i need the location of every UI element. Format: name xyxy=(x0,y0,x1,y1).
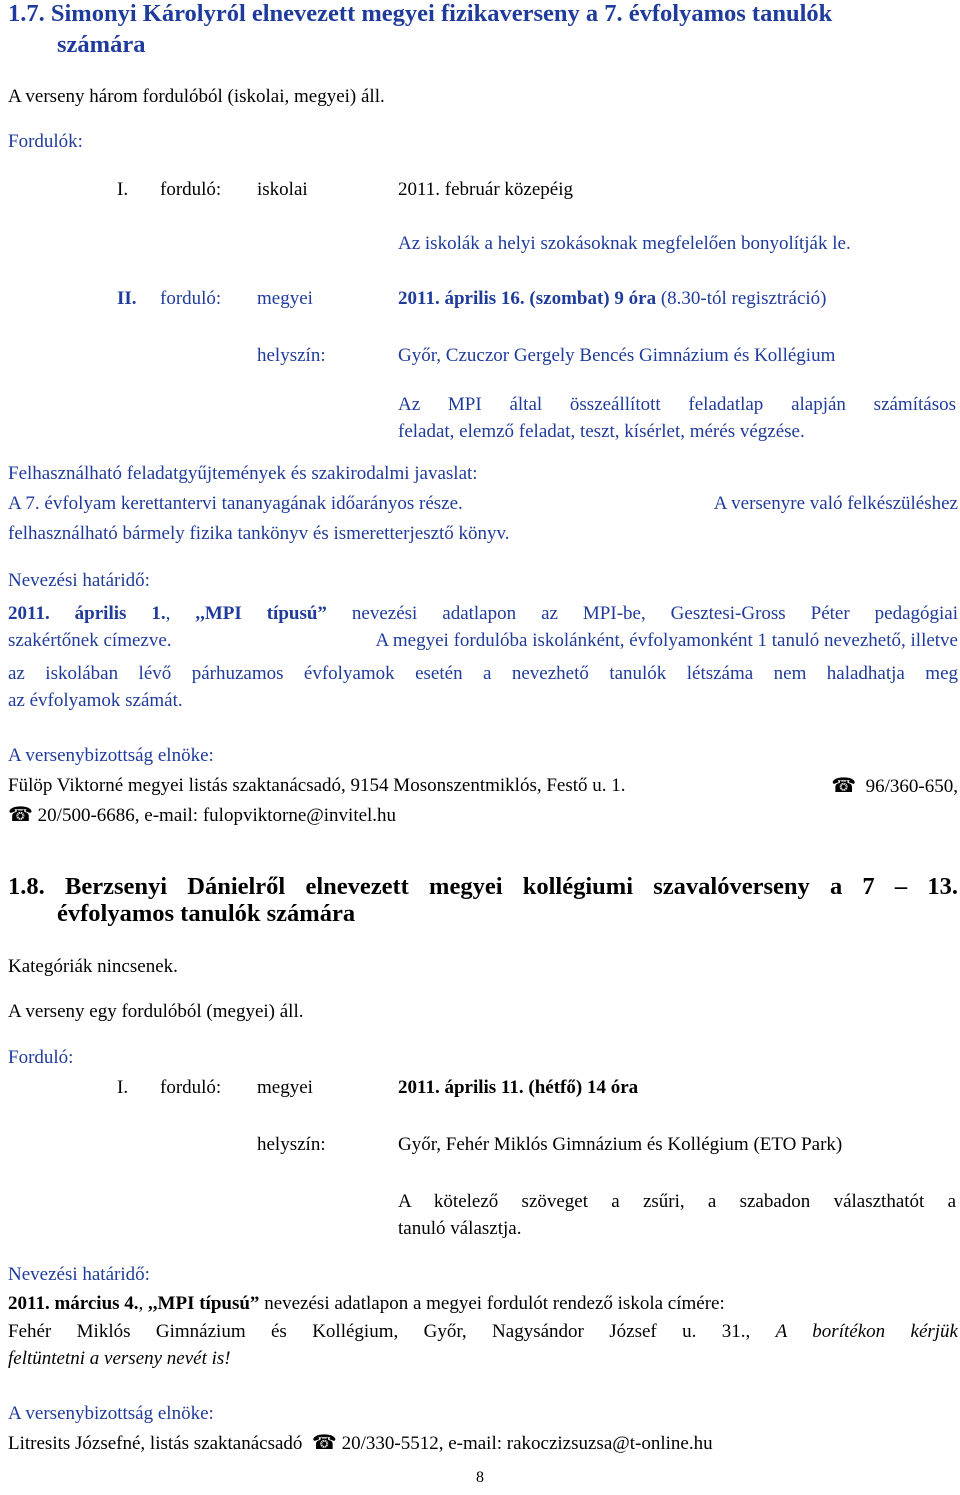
sec18-chair-line1 xyxy=(8,1431,713,1456)
sec18-task-line2: tanuló választja. xyxy=(398,1218,522,1239)
sec17-r2-date xyxy=(398,287,826,311)
sec17-literature-line1b: A versenyre való felkészüléshez xyxy=(713,493,958,514)
section-1-8-heading-line1: 1.8. Berzsenyi Dánielről elnevezett megyei kollégiumi szavalóverseny a 7 – 13. xyxy=(8,873,958,900)
sec17-chair-line2 xyxy=(8,803,396,828)
sec17-r2-num: II. xyxy=(117,288,137,309)
sec18-deadline-rest: nevezési adatlapon a megyei fordulót rendező iskola címére: xyxy=(259,1293,725,1314)
sec17-task-line2: feladat, elemző feladat, teszt, kísérlet, mérés végzése. xyxy=(398,421,805,442)
sec17-r1-word: forduló: xyxy=(160,179,222,200)
sec17-chair-phone2: 20/500-6686, e-mail: fulopviktorne@invitel.hu xyxy=(37,805,397,826)
sec17-deadline-line4: az évfolyamok számát. xyxy=(8,690,183,711)
sec17-r2-date-rest: (8.30-tól regisztráció) xyxy=(656,288,827,309)
sec17-deadline-label: Nevezési határidő: xyxy=(8,570,150,591)
sec17-literature-label: Felhasználható feladatgyűjtemények és szakirodalmi javaslat: xyxy=(8,463,478,484)
sec18-deadline-line2 xyxy=(8,1317,958,1347)
sec17-deadline-date: 2011. április 1. xyxy=(8,603,166,624)
section-1-8-heading-line2: évfolyamos tanulók számára xyxy=(57,900,356,927)
sec18-r1-type: megyei xyxy=(257,1077,313,1098)
sec18-intro: A verseny egy fordulóból (megyei) áll. xyxy=(8,1001,304,1022)
sec18-r1-word: forduló: xyxy=(160,1077,222,1098)
sec17-chair-label: A versenybizottság elnöke: xyxy=(8,745,214,766)
sec17-deadline-comma: , xyxy=(165,603,196,624)
phone-icon: ☎ xyxy=(8,804,33,826)
sec17-chair-line1 xyxy=(8,774,958,798)
sec17-rounds-label: Fordulók: xyxy=(8,131,83,152)
sec18-deadline-note1: A borítékon kérjük xyxy=(775,1321,958,1342)
sec17-r2-type: megyei xyxy=(257,288,313,309)
sec17-chair-name: Fülöp Viktorné megyei listás szaktanácsadó, 9154 Mosonszentmiklós, Festő u. 1. xyxy=(8,775,626,796)
sec17-deadline-mpi: ,,MPI típusú” xyxy=(195,603,327,624)
sec17-deadline-line3: az iskolában lévő párhuzamos évfolyamok esetén a nevezhető tanulók létszáma nem haladhatja meg xyxy=(8,663,958,684)
sec18-deadline-label: Nevezési határidő: xyxy=(8,1264,150,1285)
phone-icon: ☎ xyxy=(311,1432,337,1454)
sec18-categories: Kategóriák nincsenek. xyxy=(8,956,178,977)
sec17-deadline-line2b: A megyei fordulóba iskolánként, évfolyamonként 1 tanuló nevezhető, illetve xyxy=(375,630,958,651)
sec17-deadline-rest: nevezési adatlapon az MPI-be, Gesztesi-Gross Péter pedagógiai xyxy=(326,603,959,624)
sec17-r2-word: forduló: xyxy=(160,288,222,309)
sec18-r1-num: I. xyxy=(117,1077,129,1098)
sec17-literature-line1a: A 7. évfolyam kerettantervi tananyagának időarányos része. xyxy=(8,493,463,514)
sec17-chair-phone1: 96/360-650, xyxy=(865,776,958,797)
sec17-literature-line2: felhasználható bármely fizika tankönyv és ismeretterjesztő könyv. xyxy=(8,523,510,544)
sec17-r1-note: Az iskolák a helyi szokásoknak megfelelően bonyolítják le. xyxy=(398,233,851,254)
sec17-deadline-line2 xyxy=(8,629,958,653)
sec17-venue-label: helyszín: xyxy=(257,345,326,366)
sec18-deadline-address: Fehér Miklós Gimnázium és Kollégium, Győr, Nagysándor József u. 31., xyxy=(8,1321,776,1342)
sec17-r1-type: iskolai xyxy=(257,179,308,200)
sec17-r1-num: I. xyxy=(117,179,129,200)
sec17-intro: A verseny három fordulóból (iskolai, megyei) áll. xyxy=(8,86,385,107)
sec18-chair-name: Litresits Józsefné, listás szaktanácsadó xyxy=(8,1433,303,1454)
section-1-7-heading-line1: 1.7. Simonyi Károlyról elnevezett megyei fizikaverseny a 7. évfolyamos tanulók xyxy=(8,0,833,27)
sec18-deadline-note2: feltüntetni a verseny nevét is! xyxy=(8,1348,231,1369)
sec18-chair-label: A versenybizottság elnöke: xyxy=(8,1403,214,1424)
sec17-r2-date-bold: 2011. április 16. (szombat) 9 óra xyxy=(398,288,657,309)
sec18-task-line1: A kötelező szöveget a zsűri, a szabadon választhatót a xyxy=(398,1191,956,1212)
phone-icon: ☎ xyxy=(831,775,857,797)
sec18-deadline-comma: , xyxy=(138,1293,149,1314)
sec17-r1-date: 2011. február közepéig xyxy=(398,179,573,200)
sec17-literature-line1 xyxy=(8,492,958,516)
sec17-venue: Győr, Czuczor Gergely Bencés Gimnázium és Kollégium xyxy=(398,345,836,366)
sec17-deadline-line1 xyxy=(8,599,958,629)
sec17-deadline-line2a: szakértőnek címezve. xyxy=(8,630,172,651)
sec18-deadline-mpi: ,,MPI típusú” xyxy=(148,1293,260,1314)
sec18-round-label: Forduló: xyxy=(8,1047,74,1068)
sec18-deadline-date: 2011. március 4. xyxy=(8,1293,139,1314)
sec18-venue: Győr, Fehér Miklós Gimnázium és Kollégium (ETO Park) xyxy=(398,1134,843,1155)
sec17-task-line1: Az MPI által összeállított feladatlap alapján számításos xyxy=(398,394,956,415)
sec17-chair-phone1-wrap xyxy=(831,774,958,799)
sec18-deadline-line1 xyxy=(8,1292,725,1316)
sec18-venue-label: helyszín: xyxy=(257,1134,326,1155)
sec18-r1-date: 2011. április 11. (hétfő) 14 óra xyxy=(398,1077,639,1098)
sec18-chair-contact: 20/330-5512, e-mail: rakoczizsuzsa@t-online.hu xyxy=(341,1433,713,1454)
section-1-7-heading-line2: számára xyxy=(57,31,146,58)
page-number: 8 xyxy=(476,1469,484,1486)
